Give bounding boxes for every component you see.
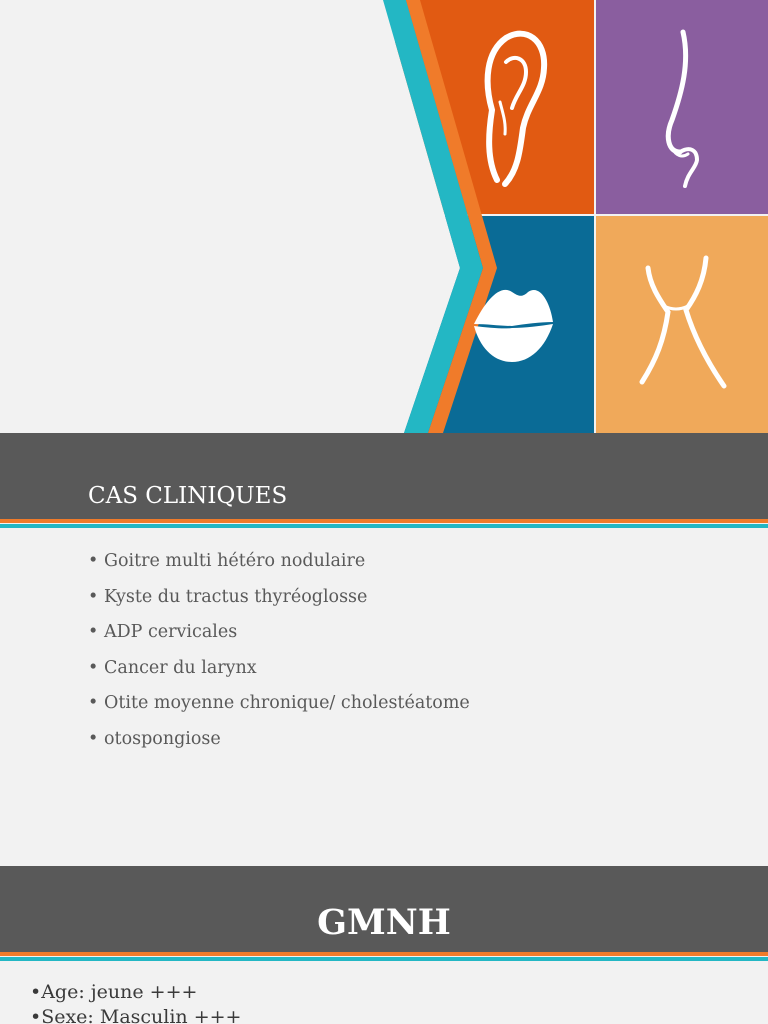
- title-slide: [0, 0, 768, 433]
- list-item: •Sexe: Masculin +++: [30, 1006, 242, 1024]
- list-item: •Age: jeune +++: [30, 981, 198, 1003]
- bullet: •: [88, 586, 99, 607]
- list-item: • ADP cervicales: [88, 622, 238, 642]
- gmnh-slide: [0, 866, 768, 1024]
- bullet-list: [88, 549, 470, 762]
- list-item: • Goitre multi hétéro nodulaire: [88, 551, 366, 571]
- bullet: •: [88, 693, 99, 713]
- orange-stripe: [0, 952, 768, 956]
- orange-stripe: [0, 519, 768, 523]
- teal-stripe: [0, 957, 768, 961]
- list-item: • otospongiose: [88, 728, 221, 749]
- bullet: •: [88, 622, 99, 642]
- bullet: •: [88, 728, 99, 749]
- bullet: •: [88, 551, 99, 571]
- bullet: •: [88, 657, 99, 678]
- cas-cliniques-slide: [0, 433, 768, 865]
- orl-tiles-graphic: [0, 0, 768, 433]
- neck-tile: [596, 216, 768, 433]
- bullet-list: [30, 980, 241, 1024]
- chevron-background: [0, 0, 460, 433]
- teal-stripe: [0, 524, 768, 528]
- list-item: • Kyste du tractus thyréoglosse: [88, 586, 368, 607]
- list-item: • Cancer du larynx: [88, 657, 257, 678]
- slide-heading: GMNH: [317, 902, 451, 943]
- slide-heading: CAS CLINIQUES: [88, 483, 288, 509]
- list-item: • Otite moyenne chronique/ cholestéatome: [88, 693, 470, 713]
